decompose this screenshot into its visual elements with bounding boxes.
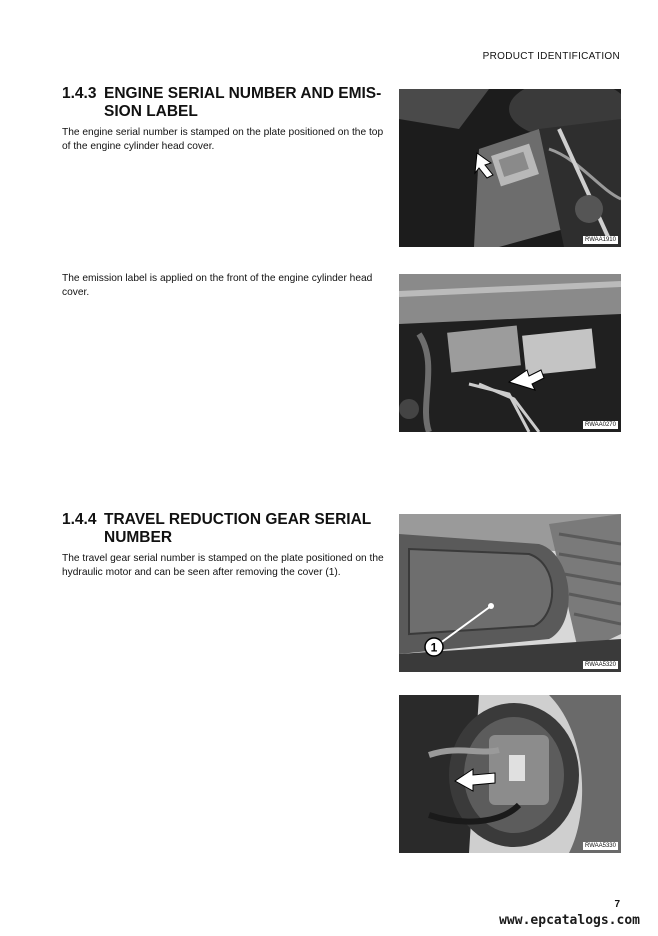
watermark: www.epcatalogs.com	[499, 913, 640, 928]
hydraulic-motor-photo	[399, 695, 621, 853]
paragraph-emission-label: The emission label is applied on the front of the engine cylinder head cover.	[62, 273, 373, 298]
paragraph-travel-gear: The travel gear serial number is stamped on the plate positioned on the hydraulic motor and can be seen after removing the cover (1).	[62, 553, 384, 578]
paragraph-engine-serial: The engine serial number is stamped on the plate positioned on the top of the engine cylinder head cover.	[62, 127, 384, 152]
section-heading-144	[62, 511, 392, 547]
page-number: 7	[614, 899, 620, 910]
emission-label-photo	[399, 274, 621, 432]
section-title-line2: NUMBER	[104, 529, 173, 546]
section-title-line1: TRAVEL REDUCTION GEAR SERIAL	[104, 511, 372, 528]
photo-code: RWAA5330	[584, 843, 616, 849]
engine-plate-photo	[399, 89, 621, 247]
section-number: 1.4.4	[62, 511, 97, 528]
section-number: 1.4.3	[62, 85, 97, 102]
travel-gear-cover-photo	[399, 514, 621, 672]
running-header: PRODUCT IDENTIFICATION	[482, 51, 620, 62]
photo-code: RWAA1910	[584, 237, 616, 243]
section-title-line1: ENGINE SERIAL NUMBER AND EMIS-	[104, 85, 382, 102]
section-heading-143	[62, 85, 392, 121]
photo-code: RWAA0270	[584, 422, 616, 428]
callout-number: 1	[430, 640, 438, 655]
section-title-line2: SION LABEL	[104, 103, 198, 120]
photo-code: RWAA5320	[584, 662, 616, 668]
